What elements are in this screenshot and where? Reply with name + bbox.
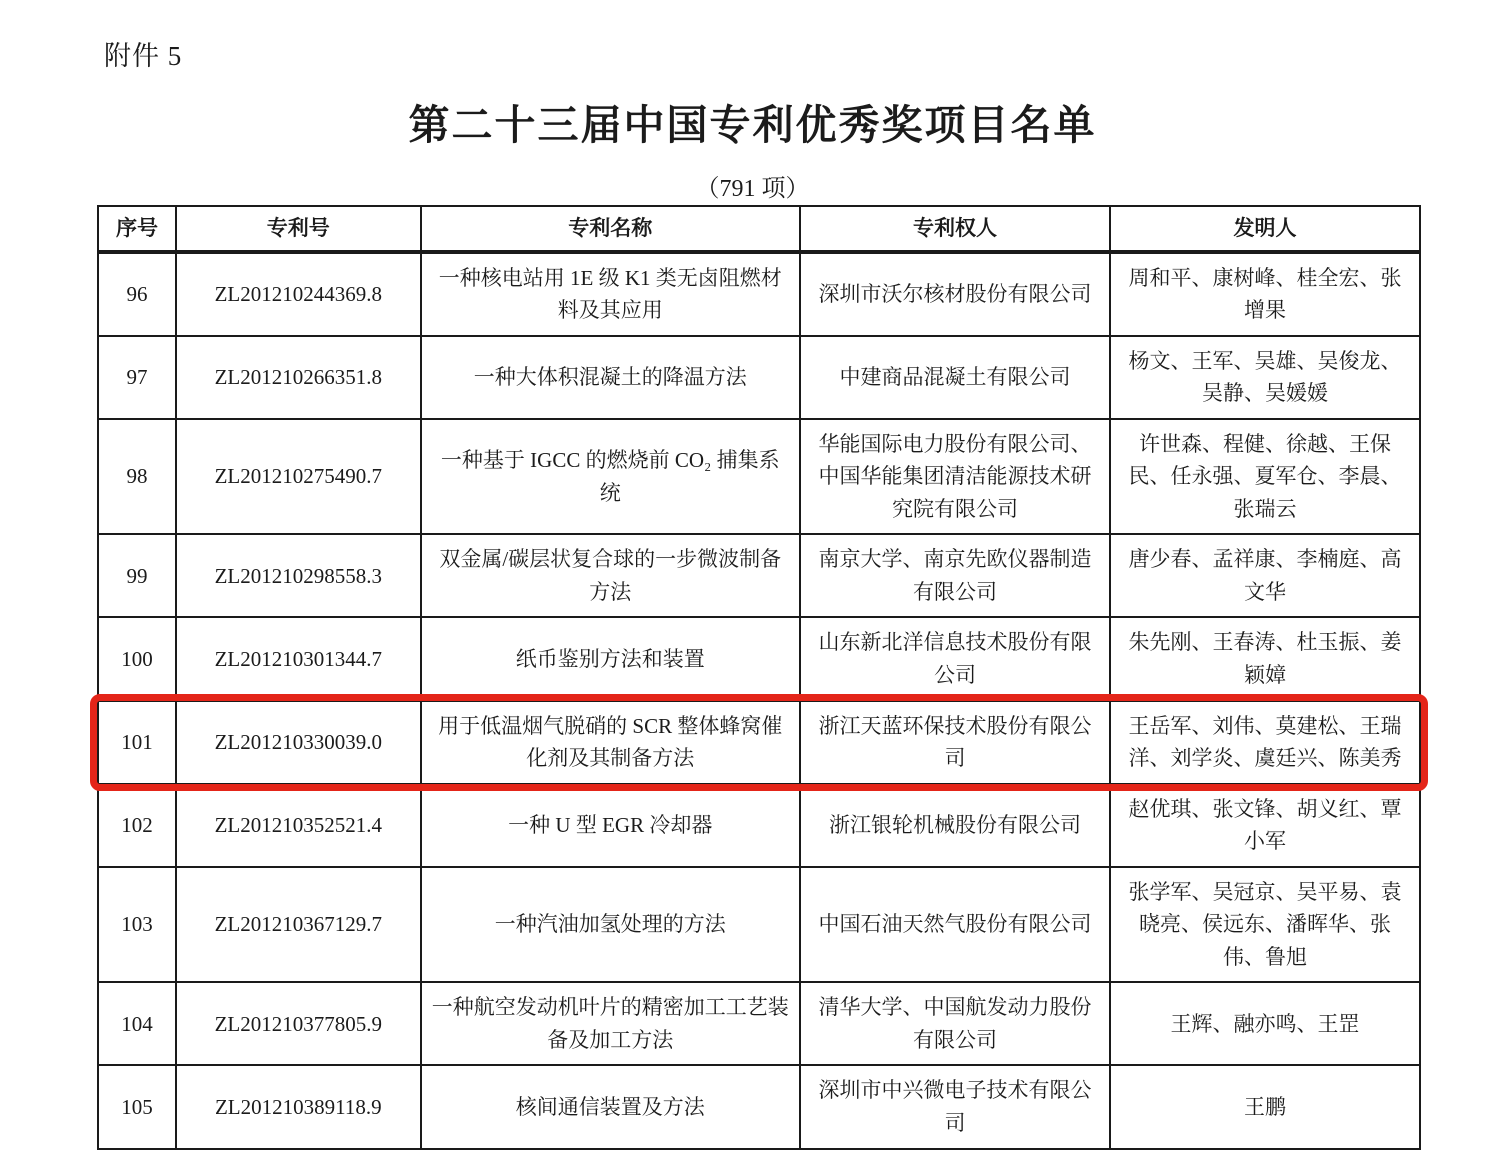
cell-patentee: 中建商品混凝土有限公司 xyxy=(800,336,1110,419)
cell-patent-no: ZL201210266351.8 xyxy=(176,336,421,419)
table-header-row xyxy=(98,206,1420,252)
cell-patentee: 清华大学、中国航发动力股份有限公司 xyxy=(800,982,1110,1065)
cell-inventors: 周和平、康树峰、桂全宏、张增果 xyxy=(1110,252,1420,336)
cell-patent-name: 双金属/碳层状复合球的一步微波制备方法 xyxy=(421,534,800,617)
table-row-highlighted xyxy=(98,701,1420,784)
cell-no: 99 xyxy=(98,534,176,617)
cell-patent-no: ZL201210367129.7 xyxy=(176,867,421,983)
cell-inventors: 王鹏 xyxy=(1110,1065,1420,1148)
table-row xyxy=(98,867,1420,983)
cell-inventors: 许世森、程健、徐越、王保民、任永强、夏军仓、李晨、张瑞云 xyxy=(1110,419,1420,535)
cell-patentee: 浙江银轮机械股份有限公司 xyxy=(800,784,1110,867)
cell-patent-name: 核间通信装置及方法 xyxy=(421,1065,800,1148)
cell-patent-name: 一种大体积混凝土的降温方法 xyxy=(421,336,800,419)
table-row xyxy=(98,1065,1420,1148)
cell-patent-no: ZL201210389118.9 xyxy=(176,1065,421,1148)
cell-inventors: 唐少春、孟祥康、李楠庭、高文华 xyxy=(1110,534,1420,617)
cell-patentee: 深圳市中兴微电子技术有限公司 xyxy=(800,1065,1110,1148)
cell-inventors: 王辉、融亦鸣、王罡 xyxy=(1110,982,1420,1065)
cell-inventors: 杨文、王军、吴雄、吴俊龙、吴静、吴媛媛 xyxy=(1110,336,1420,419)
cell-patent-no: ZL201210330039.0 xyxy=(176,701,421,784)
cell-patent-no: ZL201210298558.3 xyxy=(176,534,421,617)
cell-patentee: 山东新北洋信息技术股份有限公司 xyxy=(800,617,1110,700)
cell-no: 103 xyxy=(98,867,176,983)
cell-inventors: 张学军、吴冠京、吴平易、袁晓亮、侯远东、潘晖华、张伟、鲁旭 xyxy=(1110,867,1420,983)
table-row xyxy=(98,252,1420,336)
cell-inventors: 赵优琪、张文锋、胡义红、覃小军 xyxy=(1110,784,1420,867)
cell-inventors: 朱先刚、王春涛、杜玉振、姜颖嫜 xyxy=(1110,617,1420,700)
table-row xyxy=(98,534,1420,617)
cell-patentee: 浙江天蓝环保技术股份有限公司 xyxy=(800,701,1110,784)
cell-no: 104 xyxy=(98,982,176,1065)
table-row xyxy=(98,419,1420,535)
cell-no: 98 xyxy=(98,419,176,535)
cell-patentee: 华能国际电力股份有限公司、中国华能集团清洁能源技术研究院有限公司 xyxy=(800,419,1110,535)
header-serial-no: 序号 xyxy=(98,206,176,252)
cell-patent-no: ZL201210275490.7 xyxy=(176,419,421,535)
page-title: 第二十三届中国专利优秀奖项目名单 xyxy=(408,102,1097,148)
cell-patent-name: 一种基于 IGCC 的燃烧前 CO₂ 捕集系统 xyxy=(421,419,800,535)
table-row xyxy=(98,784,1420,867)
header-inventors: 发明人 xyxy=(1110,206,1420,252)
cell-patent-no: ZL201210301344.7 xyxy=(176,617,421,700)
cell-patent-name: 纸币鉴别方法和装置 xyxy=(421,617,800,700)
cell-patent-no: ZL201210244369.8 xyxy=(176,252,421,336)
patent-award-table xyxy=(97,205,1421,1150)
cell-patent-name: 用于低温烟气脱硝的 SCR 整体蜂窝催化剂及其制备方法 xyxy=(421,701,800,784)
table-row xyxy=(98,617,1420,700)
cell-patent-no: ZL201210377805.9 xyxy=(176,982,421,1065)
cell-patent-name: 一种汽油加氢处理的方法 xyxy=(421,867,800,983)
cell-patent-name: 一种 U 型 EGR 冷却器 xyxy=(421,784,800,867)
cell-inventors: 王岳军、刘伟、莫建松、王瑞洋、刘学炎、虞廷兴、陈美秀 xyxy=(1110,701,1420,784)
table-row xyxy=(98,982,1420,1065)
cell-no: 102 xyxy=(98,784,176,867)
header-patent-no: 专利号 xyxy=(176,206,421,252)
header-patentee: 专利权人 xyxy=(800,206,1110,252)
cell-patent-name: 一种航空发动机叶片的精密加工工艺装备及加工方法 xyxy=(421,982,800,1065)
cell-no: 100 xyxy=(98,617,176,700)
cell-no: 105 xyxy=(98,1065,176,1148)
page-subtitle: （791 项） xyxy=(695,176,810,202)
table-row xyxy=(98,336,1420,419)
cell-no: 97 xyxy=(98,336,176,419)
cell-patent-no: ZL201210352521.4 xyxy=(176,784,421,867)
cell-patent-name: 一种核电站用 1E 级 K1 类无卤阻燃材料及其应用 xyxy=(421,252,800,336)
cell-patentee: 南京大学、南京先欧仪器制造有限公司 xyxy=(800,534,1110,617)
cell-no: 101 xyxy=(98,701,176,784)
attachment-label: 附件 5 xyxy=(104,41,183,71)
cell-no: 96 xyxy=(98,252,176,336)
cell-patentee: 中国石油天然气股份有限公司 xyxy=(800,867,1110,983)
cell-patentee: 深圳市沃尔核材股份有限公司 xyxy=(800,252,1110,336)
header-patent-name: 专利名称 xyxy=(421,206,800,252)
